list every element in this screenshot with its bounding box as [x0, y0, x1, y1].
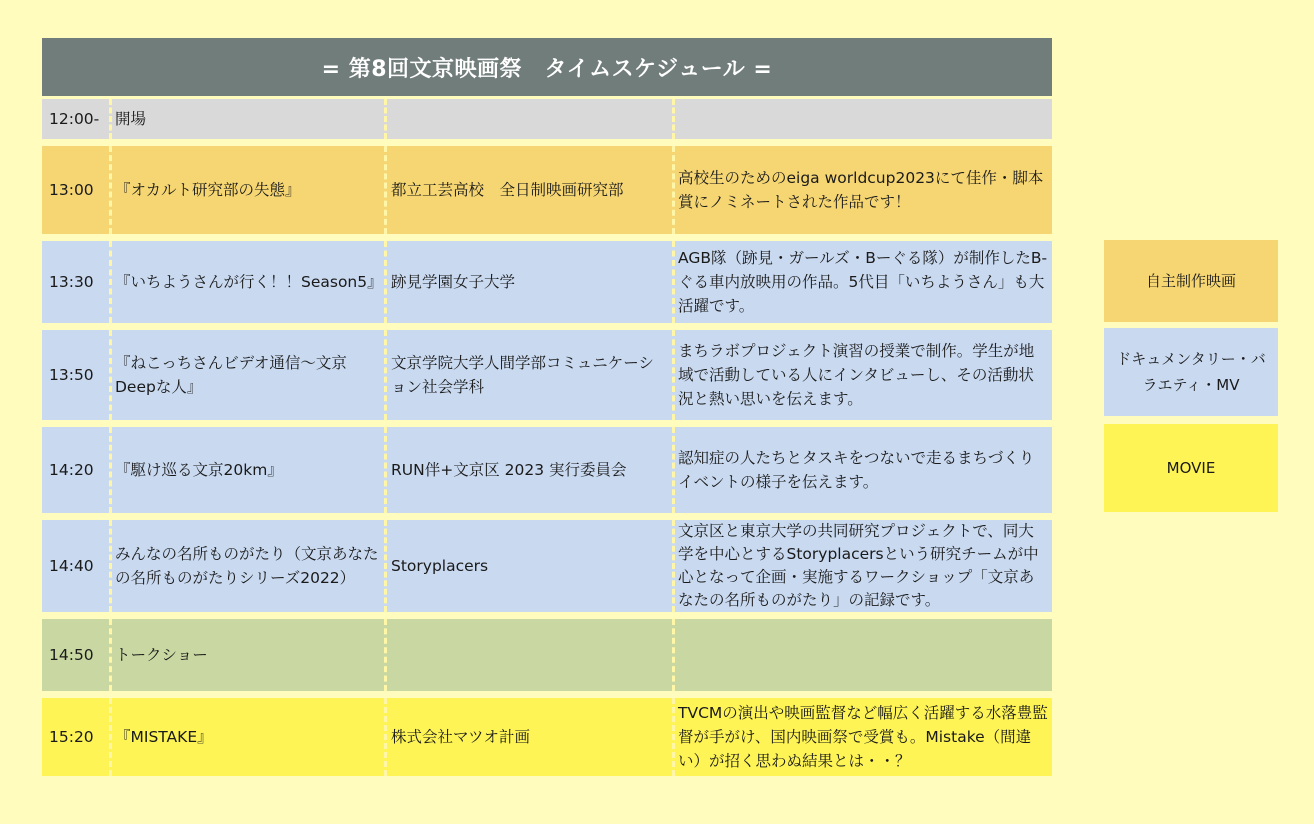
row-time: 12:00- — [49, 110, 100, 128]
row-time: 13:00 — [49, 181, 94, 199]
row-title: 『いちようさんが行く！！Season5』 — [115, 273, 383, 291]
row-desc: まちラボプロジェクト演習の授業で制作。学生が地域で活動している人にインタビューし、その活動状況と熱い思いを伝えます。 — [678, 342, 1035, 408]
row-title: 開場 — [115, 110, 147, 128]
legend-documentary-variety-mv: ドキュメンタリー・バラエティ・MV — [1104, 328, 1278, 416]
row-title: 『駆け巡る文京20km』 — [115, 461, 283, 479]
column-divider — [384, 427, 387, 513]
schedule-row-1330 — [42, 234, 1052, 323]
column-divider — [672, 427, 675, 513]
row-title: 『オカルト研究部の失態』 — [115, 181, 301, 199]
schedule-row-1200 — [42, 96, 1052, 139]
schedule-row-1300 — [42, 139, 1052, 234]
column-divider — [672, 241, 675, 323]
column-divider — [384, 698, 387, 776]
row-org: RUN伴+文京区 2023 実行委員会 — [391, 461, 627, 479]
row-time: 14:50 — [49, 646, 94, 664]
schedule-row-1420 — [42, 420, 1052, 513]
schedule-row-1440 — [42, 513, 1052, 612]
row-time: 14:40 — [49, 557, 94, 575]
row-time: 15:20 — [49, 728, 94, 746]
schedule-title: = 第8回文京映画祭 タイムスケジュール = — [42, 38, 1052, 96]
column-divider — [109, 698, 112, 776]
column-divider — [672, 146, 675, 234]
row-desc: AGB隊（跡見・ガールズ・Bーぐる隊）が制作したB-ぐる車内放映用の作品。5代目「いちようさん」も大活躍です。 — [678, 249, 1048, 315]
row-title: トークショー — [115, 646, 208, 664]
row-desc: 文京区と東京大学の共同研究プロジェクトで、同大学を中心とするStoryplacersという研究チームが中心となって企画・実施するワークショップ「文京あなたの名所ものがたり」の記録です。 — [678, 522, 1039, 609]
column-divider — [109, 427, 112, 513]
row-org: 株式会社マツオ計画 — [391, 728, 531, 746]
column-divider — [672, 698, 675, 776]
column-divider — [672, 619, 675, 691]
column-divider — [109, 619, 112, 691]
column-divider — [384, 520, 387, 612]
row-desc: 高校生のためのeiga worldcup2023にて佳作・脚本賞にノミネートされた作品です！ — [678, 169, 1044, 211]
row-time: 14:20 — [49, 461, 94, 479]
column-divider — [384, 241, 387, 323]
legend-independent-film: 自主制作映画 — [1104, 240, 1278, 322]
row-desc: 認知症の人たちとタスキをつないで走るまちづくりイベントの様子を伝えます。 — [678, 449, 1035, 491]
column-divider — [109, 241, 112, 323]
schedule-table — [42, 38, 1052, 776]
row-time: 13:30 — [49, 273, 94, 291]
row-org: 跡見学園女子大学 — [391, 273, 516, 291]
row-desc: TVCMの演出や映画監督など幅広く活躍する水落豊監督が手がけ、国内映画祭で受賞も。Mistake（間違い）が招く思わぬ結果とは・・？ — [678, 704, 1048, 770]
column-divider — [109, 330, 112, 420]
row-org: 都立工芸高校 全日制映画研究部 — [391, 181, 624, 199]
row-title: みんなの名所ものがたり（文京あなたの名所ものがたりシリーズ2022） — [115, 545, 379, 587]
schedule-row-1520 — [42, 691, 1052, 776]
schedule-row-1350 — [42, 323, 1052, 420]
column-divider — [384, 330, 387, 420]
row-title: 『ねこっちさんビデオ通信～文京Deepな人』 — [115, 354, 347, 396]
row-time: 13:50 — [49, 366, 94, 384]
column-divider — [672, 330, 675, 420]
column-divider — [109, 99, 112, 139]
column-divider — [109, 146, 112, 234]
row-org: 文京学院大学人間学部コミュニケーション社会学科 — [391, 354, 654, 396]
column-divider — [384, 619, 387, 691]
column-divider — [672, 520, 675, 612]
column-divider — [384, 146, 387, 234]
legend-movie: MOVIE — [1104, 424, 1278, 512]
column-divider — [672, 99, 675, 139]
row-title: 『MISTAKE』 — [115, 728, 213, 746]
schedule-row-1450 — [42, 612, 1052, 691]
column-divider — [384, 99, 387, 139]
column-divider — [109, 520, 112, 612]
row-org: Storyplacers — [391, 557, 489, 575]
